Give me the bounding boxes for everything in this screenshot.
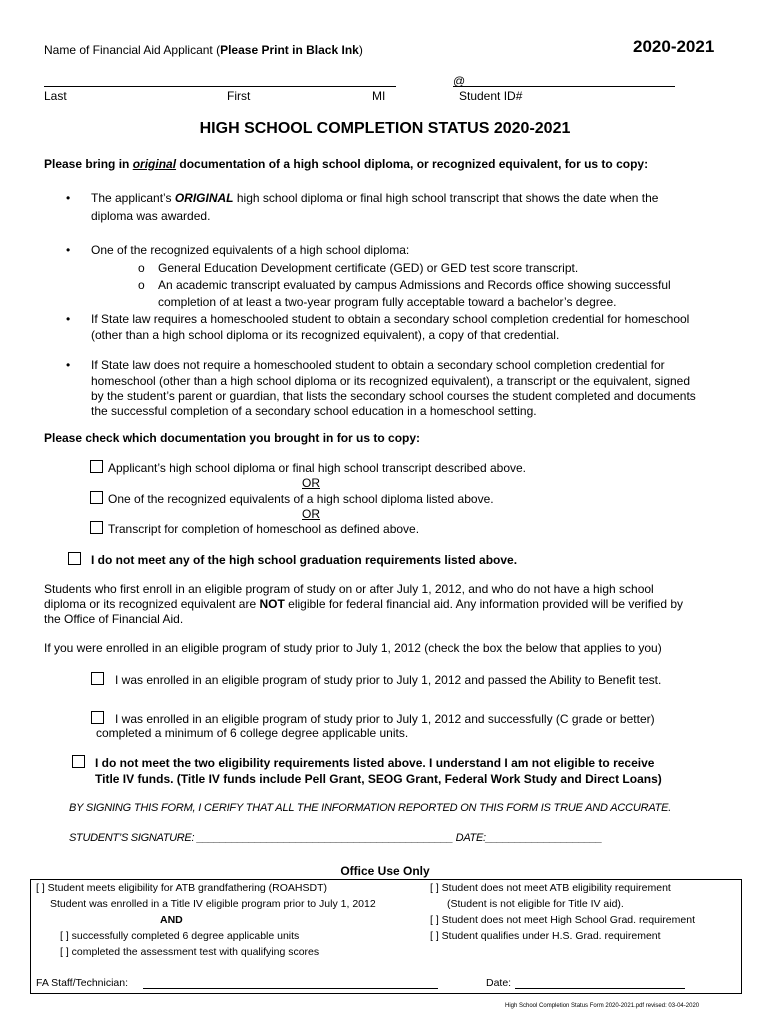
certification-statement: BY SIGNING THIS FORM, I CERIFY THAT ALL THE INFORMATION REPORTED ON THIS FORM IS TRUE AND ACCURATE.: [69, 802, 672, 814]
sub-bullet-transcript: An academic transcript evaluated by campus Admissions and Records office showing successful: [158, 278, 671, 292]
office-six-units: [ ] successfully completed 6 degree applicable units: [60, 930, 300, 942]
applicant-suffix: ): [358, 43, 363, 57]
paragraph-text: the Office of Financial Aid.: [44, 612, 184, 626]
checkbox[interactable]: [90, 521, 103, 534]
office-not-meet-hs: [ ] Student does not meet High School Grad. requirement: [430, 914, 695, 926]
bullet-text: by the student’s parent or guardian, that lists the secondary school courses the student completed and documents: [91, 389, 696, 403]
bullet-emphasis: ORIGINAL: [174, 191, 234, 205]
check-heading: Please check which documentation you brought in for us to copy:: [44, 431, 421, 445]
check-label: One of the recognized equivalents of a high school diploma listed above.: [108, 492, 494, 506]
bullet-icon: •: [66, 191, 71, 205]
first-name-label: First: [227, 89, 251, 103]
check-none-option[interactable]: [68, 552, 517, 568]
not-eligible-option[interactable]: [72, 755, 654, 771]
checkbox[interactable]: [91, 672, 104, 685]
last-name-label: Last: [44, 89, 67, 103]
atb-test-option[interactable]: [91, 672, 661, 688]
signature-line[interactable]: STUDENT’S SIGNATURE: ____________________________________________ DATE:____________________: [69, 832, 603, 844]
office-assessment: [ ] completed the assessment test with qualifying scores: [60, 946, 320, 958]
bullet-homeschool-transcript: If State law does not require a homeschooled student to obtain a secondary school completion credential for: [91, 358, 665, 372]
sub-bullet-icon: o: [138, 278, 145, 292]
or-separator: OR: [302, 476, 320, 490]
option-label-cont: Title IV funds. (Title IV funds include Pell Grant, SEOG Grant, Federal Work Study and Direct Loans): [95, 772, 662, 786]
option-label-cont: completed a minimum of 6 college degree applicable units.: [96, 726, 409, 740]
check-label: Transcript for completion of homeschool as defined above.: [108, 522, 420, 536]
form-year: 2020-2021: [633, 37, 715, 56]
option-label: I was enrolled in an eligible program of study prior to July 1, 2012 and successfully (C grade or better): [115, 712, 655, 726]
option-label: I was enrolled in an eligible program of study prior to July 1, 2012 and passed the Ability to Benefit test.: [115, 673, 662, 687]
bullet-text: homeschool (other than a high school diploma or its recognized equivalent), a transcript or the equivalent, signed: [91, 374, 691, 388]
intro-instruction: [44, 157, 648, 172]
intro-emphasis: original: [132, 157, 177, 171]
check-equivalent-option[interactable]: [90, 491, 494, 507]
office-atb-grandfather: [ ] Student meets eligibility for ATB grandfathering (ROAHSDT): [36, 882, 328, 894]
bullet-text: high school diploma or final high school transcript that shows the date when the: [233, 191, 659, 205]
checkbox[interactable]: [91, 711, 104, 724]
office-and: AND: [160, 914, 183, 926]
prior-enrollment-instruction: If you were enrolled in an eligible program of study prior to July 1, 2012 (check the box the below that applies to you): [44, 641, 662, 655]
footer-revision: High School Completion Status Form 2020-2021.pdf revised: 03-04-2020: [505, 1003, 700, 1009]
middle-initial-label: MI: [372, 89, 386, 103]
six-units-option[interactable]: [91, 711, 655, 727]
checkbox[interactable]: [72, 755, 85, 768]
applicant-name-field[interactable]: [44, 86, 396, 87]
office-not-meet-atb: [ ] Student does not meet ATB eligibility requirement: [430, 882, 671, 894]
bullet-icon: •: [66, 243, 71, 257]
paragraph-text: diploma or its recognized equivalent are: [44, 597, 260, 611]
option-label: I do not meet the two eligibility requirements listed above. I understand I am not eligible to receive: [95, 756, 655, 770]
bullet-text: diploma was awarded.: [91, 209, 211, 223]
intro-prefix: Please bring in: [44, 157, 133, 171]
page-title: HIGH SCHOOL COMPLETION STATUS 2020-2021: [199, 120, 571, 137]
check-label: I do not meet any of the high school graduation requirements listed above.: [91, 553, 518, 567]
eligibility-paragraph-line: [44, 597, 683, 612]
sub-bullet-ged: General Education Development certificate (GED) or GED test score transcript.: [158, 261, 579, 275]
bullet-icon: •: [66, 358, 71, 372]
or-separator: OR: [302, 507, 320, 521]
office-title-iv-prior: Student was enrolled in a Title IV eligible program prior to July 1, 2012: [50, 898, 376, 910]
intro-suffix: documentation of a high school diploma, or recognized equivalent, for us to copy:: [176, 157, 649, 171]
bullet-homeschool-credential: If State law requires a homeschooled student to obtain a secondary school completion credential for homeschool: [91, 312, 690, 326]
office-use-heading: Office Use Only: [340, 864, 430, 878]
eligibility-paragraph: Students who first enroll in an eligible program of study on or after July 1, 2012, and who do not have a high school: [44, 582, 654, 596]
paragraph-text: eligible for federal financial aid. Any information provided will be verified by: [284, 597, 684, 611]
check-diploma-option[interactable]: [90, 460, 526, 476]
bullet-icon: •: [66, 312, 71, 326]
applicant-prefix: Name of Financial Aid Applicant (: [44, 43, 221, 57]
fa-staff-label: FA Staff/Technician:: [36, 977, 129, 989]
checkbox[interactable]: [90, 491, 103, 504]
office-not-eligible: (Student is not eligible for Title IV aid).: [447, 898, 624, 910]
sub-bullet-icon: o: [138, 261, 145, 275]
office-qualifies-hs: [ ] Student qualifies under H.S. Grad. requirement: [430, 930, 661, 942]
bullet-text: The applicant’s: [91, 191, 175, 205]
office-date-field[interactable]: [515, 988, 685, 989]
bullet-original-diploma: [91, 191, 658, 206]
bullet-text: the successful completion of a secondary school education in a homeschool setting.: [91, 404, 537, 418]
office-date-label: Date:: [486, 977, 512, 989]
checkbox[interactable]: [90, 460, 103, 473]
at-sign: @: [453, 74, 466, 88]
sub-bullet-transcript-cont: completion of at least a two-year program fully acceptable toward a bachelor’s degree.: [158, 295, 617, 309]
bullet-text: (other than a high school diploma or its recognized equivalent), a copy of that credential.: [91, 328, 560, 342]
student-id-field[interactable]: [453, 86, 675, 87]
checkbox[interactable]: [68, 552, 81, 565]
fa-staff-field[interactable]: [143, 988, 438, 989]
print-instruction: Please Print in Black Ink: [220, 43, 359, 57]
check-label: Applicant’s high school diploma or final high school transcript described above.: [108, 461, 527, 475]
not-emphasis: NOT: [259, 597, 285, 611]
applicant-name-label: [44, 43, 363, 58]
bullet-equivalents: One of the recognized equivalents of a high school diploma:: [91, 243, 410, 257]
student-id-label: Student ID#: [459, 89, 523, 103]
check-homeschool-option[interactable]: [90, 521, 419, 537]
